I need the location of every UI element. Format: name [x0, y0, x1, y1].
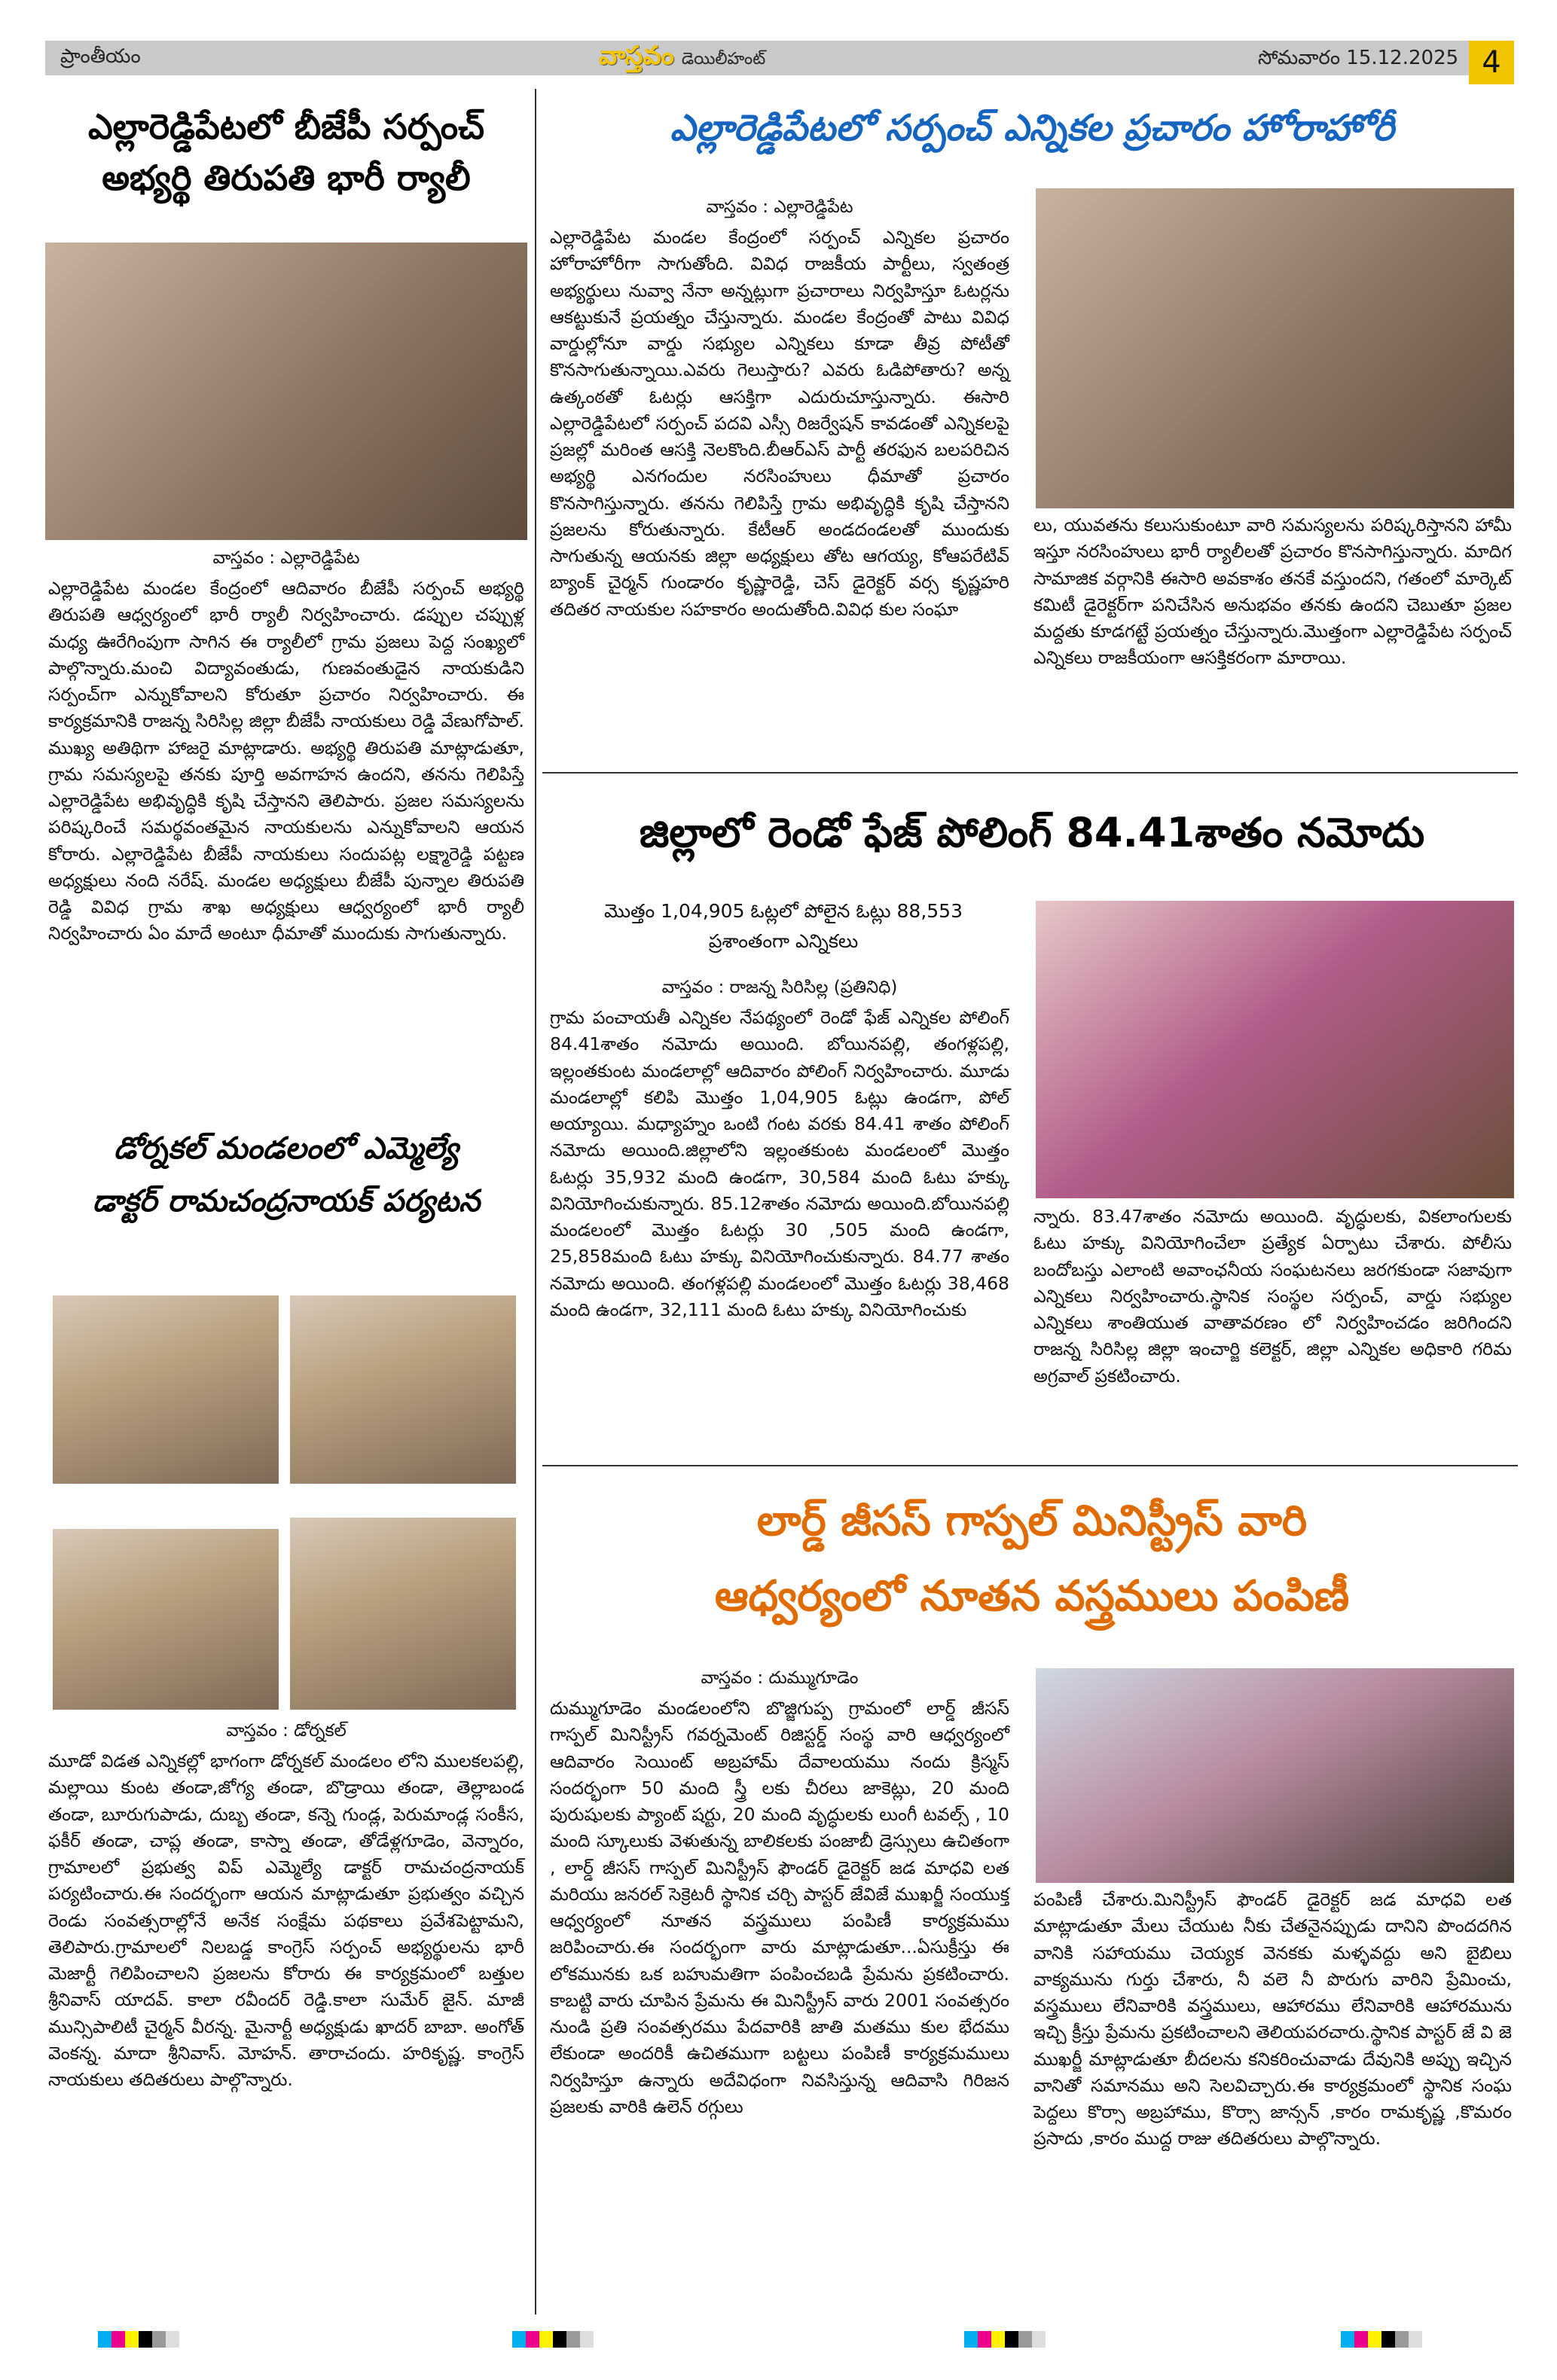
- article4-subhead-line1: మొత్తం 1,04,905 ఓట్లలో పోలైన ఓట్లు 88,553: [603, 900, 963, 922]
- article5-body-left: దుమ్ముగూడెం మండలంలోని బొజ్జిగుప్ప గ్రామంలో లార్డ్ జీసస్ గాస్పల్ మినిస్ట్రీస్ గవర్నమెంట్ రిజిస్టర్డ్ సంస్థ వారి ఆధ్వర్యంలో ఆదివారం సెయింట్ అబ్రహామ్ దేవాలయము నందు క్రిస్మస్ సందర్భంగా 50 మంది స్త్రీ లకు చీరలు జాకెట్లు, 20 మంది పురుషులకు ప్యాంట్ షర్టు, 20 మంది వృద్ధులకు లుంగీ టవల్స్ , 10 మంది స్కూలుకు వెళుతున్న బాలికలకు పంజాబీ డ్రెస్సులు ఉచితంగా , లార్డ్ జీసస్ గాస్పల్ మినిస్ట్రీస్ ఫౌండర్ డైరెక్టర్ జడ మాధవి లత మరియు జనరల్ సెక్రెటరీ స్థానిక చర్చి పాస్టర్ జేవిజే ముఖర్జీ సంయుక్త ఆధ్వర్యంలో నూతన వస్త్రములు పంపిణీ కార్యక్రమము జరిపించారు.ఈ సందర్భంగా వారు మాట్లాడుతూ...ఏసుక్రీస్తు ఈ లోకమునకు ఒక బహుమతిగా పంపించబడి ప్రేమను ప్రకటించారు. కాబట్టి వారు చూపిన ప్రేమను ఈ మినిస్ట్రీస్ వారు 2001 సంవత్సరం నుండి ప్రతి సంవత్సరము పేదవారికి జాతి మతము కుల భేదము లేకుండా అందరికీ ఉచితముగా బట్టలు పంపిణీ కార్యక్రమములు నిర్వహిస్తూ ఉన్నారు అదేవిధంగా నివసిస్తున్న ఆదివాసి గిరిజన ప్రజలకు వారికి ఉలెన్ రగ్గులు: [550, 1698, 1009, 2117]
- masthead: [599, 41, 765, 77]
- page-header: [45, 41, 1514, 75]
- article5-headline: [546, 1495, 1518, 1623]
- article4-subhead-line2: ప్రశాంతంగా ఎన్నికలు: [708, 930, 859, 952]
- article2-photo-2: [290, 1295, 516, 1484]
- article4-text-left: [550, 978, 1009, 1323]
- color-bar-1: [98, 2331, 179, 2348]
- article5-dateline: వాస్తవం : దుమ్ముగూడెం: [701, 1668, 859, 1688]
- article2-headline-line2: డాక్టర్ రామచంద్రనాయక్ పర్యటన: [92, 1184, 481, 1219]
- article5-photo: [1036, 1668, 1514, 1883]
- article3-body-left: ఎల్లారెడ్డిపేట మండల కేంద్రంలో సర్పంచ్ ఎన్నికల ప్రచారం హోరాహోరీగా సాగుతోంది. వివిధ రాజకీయ పార్టీలు, స్వతంత్ర అభ్యర్థులు నువ్వా నేనా అన్నట్లుగా ప్రచారాలు నిర్వహిస్తూ ఓటర్లను ఆకట్టుకునే ప్రయత్నం చేస్తున్నారు. మండల కేంద్రంతో పాటు వివిధ వార్డుల్లోనూ వార్డు సభ్యుల ఎన్నికలు కూడా తీవ్ర పోటీతో కొనసాగుతున్నాయి.ఎవరు గెలుస్తారు? ఎవరు ఓడిపోతారు? అన్న ఉత్కంఠతో ఓటర్లు ఆసక్తిగా ఎదురుచూస్తున్నారు. ఈసారి ఎల్లారెడ్డిపేటలో సర్పంచ్ పదవి ఎస్సీ రిజర్వేషన్ కావడంతో ఎన్నికలపై ప్రజల్లో మరింత ఆసక్తి నెలకొంది.బీఆర్ఎస్ పార్టీ తరఫున బలపరిచిన అభ్యర్థి ఎనగందుల నరసింహులు ధీమాతో ప్రచారం కొనసాగిస్తున్నారు. తనను గెలిపిస్తే గ్రామ అభివృద్ధికి కృషి చేస్తానని ప్రజలను కోరుతున్నారు. కేటీఆర్ అండదండలతో ముందుకు సాగుతున్న ఆయనకు జిల్లా అధ్యక్షులు తోట ఆగయ్య, కోఆపరేటివ్ బ్యాంక్ చైర్మన్ గుండారం కృష్ణారెడ్డి, చెస్ డైరెక్టర్ వర్స కృష్ణహరి తదితర నాయకుల సహకారం అందుతోంది.వివిధ కుల సంఘా: [550, 227, 1009, 620]
- article5-body-right: పంపిణీ చేశారు.మినిస్ట్రీస్ ఫౌండర్ డైరెక్టర్ జడ మాధవి లత మాట్లాడుతూ మేలు చేయుట నీకు చేతనైనప్పుడు దానిని పొందదగిన వానికి సహాయము చెయ్యక వెనకకు మళ్ళవద్దు అని బైబిలు వాక్యమును గుర్తు చేశారు, నీ వలె నీ పొరుగు వారిని ప్రేమించు, వస్త్రములు లేనివారికి వస్త్రములు, ఆహారము లేనివారికి ఆహారమును ఇచ్చి క్రీస్తు ప్రేమను ప్రకటించాలని తెలియపరచారు.స్థానిక పాస్టర్ జే వి జె ముఖర్జీ మాట్లాడుతూ బీదలను కనికరించువాడు దేవునికి అప్పు ఇచ్చిన వానితో సమానము అని సెలవిచ్చారు.ఈ కార్యక్రమంలో స్థానిక సంఘ పెద్దలు కొర్సా అబ్రహాము, కొర్సా జాన్సన్ ,కారం రామకృష్ణ ,కొమరం ప్రసాదు ,కారం ముద్ద రాజు తదితరులు పాల్గొన్నారు.: [1033, 1889, 1512, 2150]
- article1-headline-line2: అభ్యర్థి తిరుపతి భారీ ర్యాలీ: [102, 157, 471, 198]
- color-bar-4: [1341, 2331, 1422, 2348]
- article3-text-left: [550, 197, 1009, 623]
- issue-date: సోమవారం 15.12.2025: [1258, 47, 1459, 69]
- masthead-sub: డెయిలీహంట్: [681, 50, 766, 69]
- article2-photo-1: [53, 1295, 279, 1484]
- article4-headline: జిల్లాలో రెండో ఫేజ్ పోలింగ్ 84.41శాతం నమోదు: [639, 809, 1425, 856]
- article5-headline-line2: ఆధ్వర్యంలో నూతన వస్త్రములు పంపిణీ: [714, 1572, 1350, 1621]
- article2-body: మూడో విడత ఎన్నికల్లో భాగంగా డోర్నకల్ మండలం లోని ములకలపల్లి, మల్లాయి కుంట తండా,జోగ్య తండా, బొడ్రాయి తండా, తెల్లాబండ తండా, బూరుగుపాడు, దుబ్బ తండా, కన్నె గుండ్ల, పెరుమాండ్ల సంకీస, ఫకీర్ తండా, చాప్ల తండా, కాస్నా తండా, తోడేళ్లగూడెం, వెన్నారం, గ్రామాలలో ప్రభుత్వ విప్ ఎమ్మెల్యే డాక్టర్ రామచంద్రనాయక్ పర్యటించారు.ఈ సందర్భంగా ఆయన మాట్లాడుతూ ప్రభుత్వం వచ్చిన రెండు సంవత్సరాల్లోనే అనేక సంక్షేమ పథకాలు ప్రవేశపెట్టామని, తెలిపారు.గ్రామాలలో నిలబడ్డ కాంగ్రెస్ సర్పంచ్ అభ్యర్థులను భారీ మెజార్టీ గెలిపించాలని ప్రజలను కోరారు ఈ కార్యక్రమంలో బత్తుల శ్రీనివాస్ యాదవ్. కాలా రవీందర్ రెడ్డి.కాలా సుమేర్ జైన్. మాజీ మున్సిపాలిటీ చైర్మన్ వీరన్న. మైనార్టీ అధ్యక్షుడు ఖాదర్ బాబా. అంగోత్ వెంకన్న. మాదా శ్రీనివాస్. మోహన్. తారాచందు. హరికృష్ణ. కాంగ్రెస్ నాయకులు తదితరులు పాల్గొన్నారు.: [48, 1750, 524, 2090]
- article3-headline: ఎల్లారెడ్డిపేటలో సర్పంచ్ ఎన్నికల ప్రచారం హోరాహోరీ: [670, 107, 1394, 149]
- article4-body-right: న్నారు. 83.47శాతం నమోదు అయింది. వృద్ధులకు, వికలాంగులకు ఓటు హక్కు వినియోగించేలా ప్రత్యేక ఏర్పాటు చేశారు. పోలీసు బందోబస్తు ఎలాంటి అవాంఛనీయ సంఘటనలు జరగకుండా సజావుగా ఎన్నికలు నిర్వహించారు.స్థానిక సంస్థల సర్పంచ్, వార్డు సభ్యుల ఎన్నికలు శాంతియుత వాతావరణం లో నిర్వహించడం జరిగిందని రాజన్న సిరిసిల్ల జిల్లా ఇంచార్జి కలెక్టర్, జిల్లా ఎన్నికల అధికారి గరిమ అగ్రవాల్ ప్రకటించారు.: [1033, 1206, 1512, 1387]
- page-number: 4: [1469, 41, 1514, 84]
- article2-headline-line1: డోర్నకల్ మండలంలో ఎమ్మెల్యే: [114, 1131, 459, 1166]
- article-divider-2: [542, 1465, 1518, 1466]
- article2-headline: [45, 1130, 527, 1220]
- article3-body-right: లు, యువతను కలుసుకుంటూ వారి సమస్యలను పరిష్కరిస్తానని హామీ ఇస్తూ నరసింహులు భారీ ర్యాలీలతో ప్రచారం కొనసాగిస్తున్నారు. మాదిగ సామాజిక వర్గానికి ఈసారి అవకాశం తనకే వస్తుందని, గతంలో మార్కెట్ కమిటీ డైరెక్టర్‌గా పనిచేసిన అనుభవం తనకు ఉందని చెబుతూ ప్రజల మద్దతు కూడగట్టే ప్రయత్నం చేస్తున్నారు.మొత్తంగా ఎల్లారెడ్డిపేట సర్పంచ్ ఎన్నికలు రాజకీయంగా ఆసక్తికరంగా మారాయి.: [1033, 514, 1512, 669]
- article4-photo: [1036, 901, 1514, 1198]
- masthead-title: వాస్తవం: [599, 41, 674, 71]
- article1-text: [48, 548, 524, 947]
- article3-photo: [1036, 188, 1514, 508]
- color-bar-2: [512, 2331, 594, 2348]
- column-divider: [535, 89, 536, 2314]
- article1-photo: [45, 243, 527, 540]
- article1-dateline: వాస్తవం : ఎల్లారెడ్డిపేట: [212, 548, 360, 568]
- article4-dateline: వాస్తవం : రాజన్న సిరిసిల్ల (ప్రతినిధి): [661, 978, 898, 997]
- article2-dateline: వాస్తవం : డోర్నకల్: [226, 1721, 347, 1741]
- article1-body: ఎల్లారెడ్డిపేట మండల కేంద్రంలో ఆదివారం బీజేపీ సర్పంచ్ అభ్యర్థి తిరుపతి ఆధ్వర్యంలో భారీ ర్యాలీ నిర్వహించారు. డప్పుల చప్పుళ్ల మధ్య ఊరేగింపుగా సాగిన ఈ ర్యాలీలో గ్రామ ప్రజలు పెద్ద సంఖ్యలో పాల్గొన్నారు.మంచి విద్యావంతుడు, గుణవంతుడైన నాయకుడిని సర్పంచ్‌గా ఎన్నుకోవాలని కోరుతూ ప్రచారం నిర్వహించారు. ఈ కార్యక్రమానికి రాజన్న సిరిసిల్ల జిల్లా బీజేపీ నాయకులు రెడ్డి వేణుగోపాల్. ముఖ్య అతిథిగా హాజరై మాట్లాడారు. అభ్యర్థి తిరుపతి మాట్లాడుతూ, గ్రామ సమస్యలపై తనకు పూర్తి అవగాహన ఉందని, తనను గెలిపిస్తే ఎల్లారెడ్డిపేట అభివృద్ధికి కృషి చేస్తానని తెలిపారు. ప్రజల సమస్యలను పరిష్కరించే సమర్థవంతమైన నాయకులను ఎన్నుకోవాలని ఆయన కోరారు. ఎల్లారెడ్డిపేట బీజేపీ నాయకులు సందుపట్ల లక్ష్మారెడ్డి పట్టణ అధ్యక్షులు నంది నరేష్. మండల అధ్యక్షులు బీజేపీ పున్నాల తిరుపతి రెడ్డి వివిధ గ్రామ శాఖ అధ్యక్షులు ఆధ్వర్యంలో భారీ ర్యాలీ నిర్వహించారు ఏం మాదే అంటూ ధీమాతో ముందుకు సాగుతున్నారు.: [48, 578, 524, 944]
- article2-photo-3: [53, 1529, 279, 1710]
- color-bar-3: [964, 2331, 1046, 2348]
- article1-headline-line1: ఎల్లారెడ్డిపేటలో బీజేపీ సర్పంచ్: [87, 106, 485, 147]
- article5-text-left: [550, 1668, 1009, 2120]
- section-label: ప్రాంతీయం: [60, 45, 141, 68]
- article5-headline-line1: లార్డ్ జీసస్ గాస్పల్ మినిస్ట్రీస్ వారి: [756, 1497, 1308, 1545]
- article4-body-left: గ్రామ పంచాయతీ ఎన్నికల నేపథ్యంలో రెండో ఫేజ్ ఎన్నికల పోలింగ్ 84.41శాతం నమోదు అయింది. బోయినపల్లి, తంగళ్లపల్లి, ఇల్లంతకుంట మండలాల్లో ఆదివారం పోలింగ్ నిర్వహించారు. మూడు మండలాల్లో కలిపి మొత్తం 1,04,905 ఓట్లు ఉండగా, పోల్ అయ్యాయి. మధ్యాహ్నం ఒంటి గంట వరకు 84.41 శాతం పోలింగ్ నమోదు అయింది.జిల్లాలోని ఇల్లంతకుంట మండలంలో మొత్తం ఓటర్లు 35,932 మంది ఉండగా, 30,584 మంది ఓటు హక్కు వినియోగించుకున్నారు. 85.12శాతం నమోదు అయింది.బోయినపల్లి మండలంలో మొత్తం ఓటర్లు 30 ,505 మంది ఉండగా, 25,858మంది ఓటు హక్కు వినియోగించుకున్నారు. 84.77 శాతం నమోదు అయింది. తంగళ్లపల్లి మండలంలో మొత్తం ఓటర్లు 38,468 మంది ఉండగా, 32,111 మంది ఓటు హక్కు వినియోగించుకు: [550, 1007, 1009, 1320]
- article3-dateline: వాస్తవం : ఎల్లారెడ్డిపేట: [706, 197, 853, 217]
- article2-photo-4: [290, 1518, 516, 1710]
- article-divider-1: [542, 772, 1518, 774]
- article1-headline: [45, 105, 527, 200]
- article4-subhead: [550, 896, 1017, 957]
- article2-text: [48, 1721, 524, 2093]
